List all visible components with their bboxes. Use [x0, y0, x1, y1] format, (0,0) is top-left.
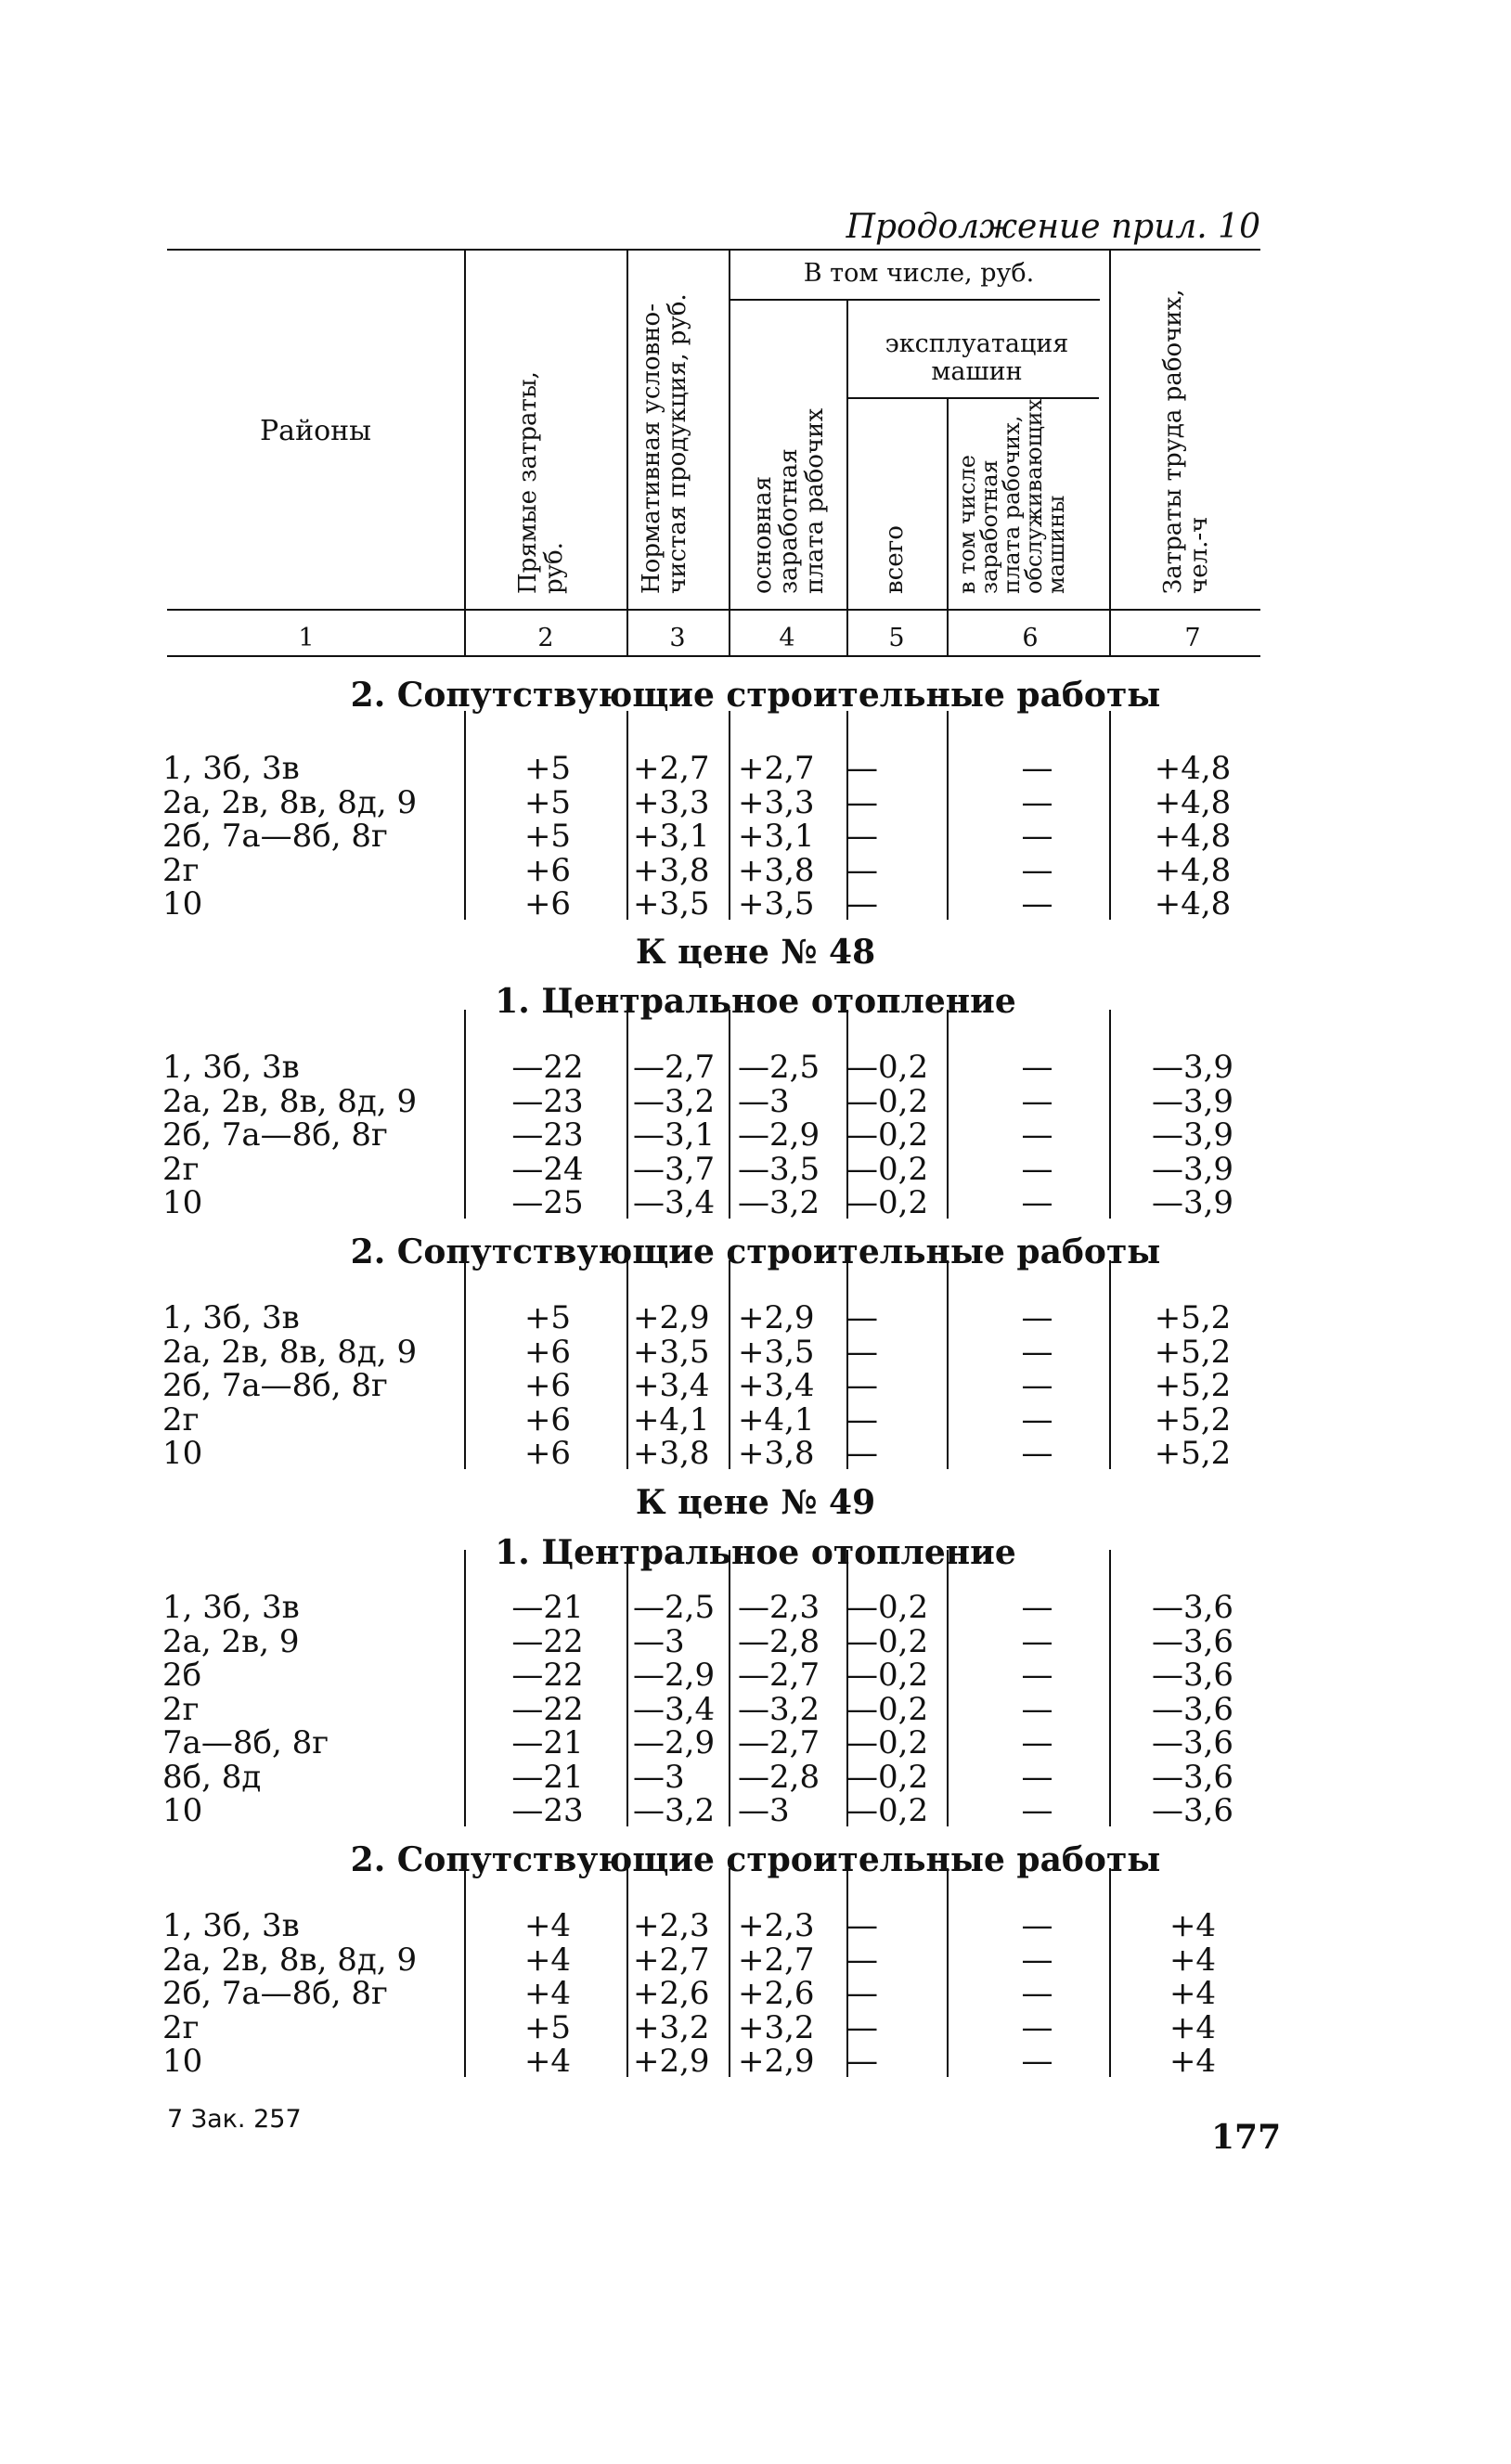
header-col5: всего: [881, 525, 909, 594]
header-vline-3: [729, 251, 730, 655]
value-cell: —: [1021, 2008, 1053, 2046]
value-cell: —3,2: [633, 1082, 716, 1120]
value-cell: —: [1021, 1435, 1053, 1472]
value-cell: —21: [511, 1758, 584, 1796]
header-bottom-rule: [167, 609, 1260, 611]
value-cell: —3: [633, 1622, 685, 1660]
value-cell: —: [1021, 1184, 1053, 1221]
header-col3: Нормативная условно-чистая продукция, руб.: [638, 293, 691, 594]
value-cell: +3,1: [738, 818, 815, 855]
region-cell: 2г: [162, 1400, 200, 1438]
value-cell: —3,9: [1151, 1184, 1234, 1221]
value-cell: —: [1021, 1792, 1053, 1829]
value-cell: —0,2: [846, 1049, 929, 1086]
table-row: [0, 2043, 1511, 2080]
region-cell: 2а, 2в, 9: [162, 1622, 300, 1660]
value-cell: +4: [1169, 1941, 1217, 1979]
value-cell: —23: [511, 1082, 584, 1120]
value-cell: +3,4: [633, 1367, 710, 1404]
table-row: [0, 818, 1511, 855]
section-title: 1. Центральное отопление: [495, 982, 1016, 1021]
region-cell: 1, 3б, 3в: [162, 750, 300, 787]
value-cell: +4: [1169, 2008, 1217, 2046]
value-cell: +4,1: [633, 1400, 710, 1438]
table-row: [0, 1941, 1511, 1979]
value-cell: —: [1021, 885, 1053, 922]
value-cell: +4: [1169, 1907, 1217, 1944]
value-cell: —3,9: [1151, 1116, 1234, 1154]
value-cell: +4: [1169, 1975, 1217, 2012]
value-cell: —25: [511, 1184, 584, 1221]
value-cell: —: [846, 851, 878, 889]
value-cell: —0,2: [846, 1758, 929, 1796]
value-cell: —0,2: [846, 1792, 929, 1829]
value-cell: —3,6: [1151, 1792, 1234, 1829]
value-cell: —3,9: [1151, 1049, 1234, 1086]
value-cell: —2,5: [633, 1589, 716, 1626]
value-cell: +2,9: [738, 2043, 815, 2080]
section-title: 2. Сопутствующие строительные работы: [350, 1840, 1161, 1879]
region-cell: 2г: [162, 851, 200, 889]
value-cell: —3,6: [1151, 1758, 1234, 1796]
value-cell: +2,7: [738, 1941, 815, 1979]
value-cell: —2,7: [738, 1657, 820, 1694]
header-vline-1: [464, 251, 466, 655]
value-cell: —3,9: [1151, 1150, 1234, 1188]
value-cell: +4,1: [738, 1400, 815, 1438]
value-cell: —3: [633, 1758, 685, 1796]
value-cell: +3,3: [738, 783, 815, 821]
value-cell: —22: [511, 1690, 584, 1728]
value-cell: +2,7: [633, 750, 710, 787]
value-cell: —3,5: [738, 1150, 820, 1188]
value-cell: —: [846, 750, 878, 787]
table-row: [0, 1724, 1511, 1761]
region-cell: 2г: [162, 2008, 200, 2046]
value-cell: —: [846, 1367, 878, 1404]
value-cell: +2,7: [633, 1941, 710, 1979]
value-cell: —3,4: [633, 1184, 716, 1221]
value-cell: —: [846, 1299, 878, 1336]
value-cell: —: [1021, 2043, 1053, 2080]
value-cell: —0,2: [846, 1589, 929, 1626]
value-cell: —: [846, 2008, 878, 2046]
value-cell: +2,3: [633, 1907, 710, 1944]
header-col4: основная заработная плата рабочих: [749, 407, 829, 594]
table-row: [0, 1049, 1511, 1086]
value-cell: —: [1021, 851, 1053, 889]
value-cell: —22: [511, 1622, 584, 1660]
value-cell: —3,7: [633, 1150, 716, 1188]
footer-order-number: 7 Зак. 257: [167, 2105, 302, 2134]
value-cell: +2,6: [633, 1975, 710, 2012]
value-cell: —: [846, 1975, 878, 2012]
colnum-4: 4: [779, 624, 795, 652]
region-cell: 2б, 7а—8б, 8г: [162, 1367, 388, 1404]
value-cell: —2,9: [633, 1657, 716, 1694]
value-cell: —: [1021, 783, 1053, 821]
continuation-note: Продолжение прил. 10: [846, 208, 1260, 246]
region-cell: 7а—8б, 8г: [162, 1724, 329, 1761]
value-cell: +3,2: [738, 2008, 815, 2046]
value-cell: —24: [511, 1150, 584, 1188]
value-cell: —0,2: [846, 1724, 929, 1761]
header-vline-4: [846, 301, 848, 655]
value-cell: —3,6: [1151, 1622, 1234, 1660]
value-cell: —: [1021, 1975, 1053, 2012]
value-cell: +2,9: [633, 1299, 710, 1336]
colnum-5: 5: [888, 624, 905, 652]
value-cell: +3,1: [633, 818, 710, 855]
header-top-rule: [167, 249, 1260, 251]
value-cell: +5: [523, 783, 572, 821]
number-row-rule: [167, 655, 1260, 657]
value-cell: —: [1021, 1049, 1053, 1086]
value-cell: —: [1021, 1758, 1053, 1796]
value-cell: +5: [523, 750, 572, 787]
value-cell: —: [1021, 1657, 1053, 1694]
value-cell: —: [846, 1941, 878, 1979]
price-heading: К цене № 49: [635, 1483, 876, 1522]
value-cell: —: [846, 818, 878, 855]
header-col2: Прямые затраты, руб.: [514, 371, 568, 594]
value-cell: +4,8: [1154, 818, 1232, 855]
value-cell: —3: [738, 1792, 790, 1829]
value-cell: —3,6: [1151, 1589, 1234, 1626]
value-cell: —: [1021, 1150, 1053, 1188]
value-cell: +5,2: [1154, 1435, 1232, 1472]
value-cell: —: [1021, 1690, 1053, 1728]
region-cell: 10: [162, 1435, 203, 1472]
value-cell: +3,8: [738, 1435, 815, 1472]
value-cell: —3,1: [633, 1116, 716, 1154]
value-cell: —0,2: [846, 1690, 929, 1728]
value-cell: —2,9: [633, 1724, 716, 1761]
region-cell: 1, 3б, 3в: [162, 1589, 300, 1626]
group-rule: [729, 299, 1100, 301]
header-col7: Затраты труда рабочих, чел.-ч: [1159, 289, 1213, 594]
value-cell: —0,2: [846, 1150, 929, 1188]
value-cell: —21: [511, 1724, 584, 1761]
table-row: [0, 1792, 1511, 1829]
value-cell: +4,8: [1154, 783, 1232, 821]
value-cell: +6: [523, 1333, 572, 1371]
value-cell: +2,6: [738, 1975, 815, 2012]
colnum-3: 3: [669, 624, 686, 652]
section-title: 2. Сопутствующие строительные работы: [350, 676, 1161, 715]
table-row: [0, 1367, 1511, 1404]
table-row: [0, 750, 1511, 787]
region-cell: 2б: [162, 1657, 202, 1694]
value-cell: +2,9: [738, 1299, 815, 1336]
value-cell: +5: [523, 1299, 572, 1336]
header-group: В том числе, руб.: [803, 259, 1035, 288]
value-cell: —0,2: [846, 1184, 929, 1221]
value-cell: +5: [523, 2008, 572, 2046]
value-cell: —3,6: [1151, 1690, 1234, 1728]
value-cell: —3,2: [633, 1792, 716, 1829]
value-cell: —2,9: [738, 1116, 820, 1154]
value-cell: —: [1021, 1367, 1053, 1404]
colnum-2: 2: [537, 624, 554, 652]
value-cell: —: [1021, 1907, 1053, 1944]
value-cell: +3,2: [633, 2008, 710, 2046]
value-cell: +4: [523, 1975, 572, 2012]
value-cell: —: [1021, 1622, 1053, 1660]
value-cell: +3,5: [633, 1333, 710, 1371]
table-row: [0, 1116, 1511, 1154]
value-cell: +3,8: [633, 1435, 710, 1472]
value-cell: +6: [523, 1400, 572, 1438]
value-cell: —: [1021, 750, 1053, 787]
region-cell: 10: [162, 1184, 203, 1221]
colnum-7: 7: [1184, 624, 1201, 652]
value-cell: —: [1021, 1116, 1053, 1154]
table-row: [0, 1184, 1511, 1221]
value-cell: —2,5: [738, 1049, 820, 1086]
value-cell: —: [1021, 1299, 1053, 1336]
header-vline-2: [626, 251, 628, 655]
value-cell: —2,8: [738, 1758, 820, 1796]
value-cell: —3,2: [738, 1690, 820, 1728]
region-cell: 10: [162, 1792, 203, 1829]
colnum-1: 1: [298, 624, 315, 652]
value-cell: —0,2: [846, 1622, 929, 1660]
region-cell: 1, 3б, 3в: [162, 1299, 300, 1336]
value-cell: —: [846, 2043, 878, 2080]
value-cell: +5,2: [1154, 1299, 1232, 1336]
header-group2: эксплуатация машин: [885, 329, 1069, 386]
region-cell: 2б, 7а—8б, 8г: [162, 1975, 388, 2012]
value-cell: —22: [511, 1049, 584, 1086]
region-cell: 2г: [162, 1690, 200, 1728]
table-row: [0, 1435, 1511, 1472]
table-row: [0, 2008, 1511, 2046]
value-cell: +3,5: [738, 1333, 815, 1371]
region-cell: 2а, 2в, 8в, 8д, 9: [162, 1941, 418, 1979]
value-cell: —: [1021, 1724, 1053, 1761]
value-cell: —3: [738, 1082, 790, 1120]
table-row: [0, 1082, 1511, 1120]
region-cell: 1, 3б, 3в: [162, 1907, 300, 1944]
value-cell: +4: [523, 1907, 572, 1944]
value-cell: +2,9: [633, 2043, 710, 2080]
value-cell: +2,7: [738, 750, 815, 787]
table-row: [0, 885, 1511, 922]
value-cell: —: [846, 783, 878, 821]
region-cell: 10: [162, 885, 203, 922]
value-cell: +4,8: [1154, 851, 1232, 889]
value-cell: —2,8: [738, 1622, 820, 1660]
value-cell: +3,3: [633, 783, 710, 821]
value-cell: —3,2: [738, 1184, 820, 1221]
region-cell: 2г: [162, 1150, 200, 1188]
value-cell: +3,5: [738, 885, 815, 922]
value-cell: —21: [511, 1589, 584, 1626]
value-cell: —3,6: [1151, 1724, 1234, 1761]
table-row: [0, 1333, 1511, 1371]
region-cell: 2а, 2в, 8в, 8д, 9: [162, 1333, 418, 1371]
value-cell: —: [1021, 1333, 1053, 1371]
value-cell: +6: [523, 1435, 572, 1472]
table-row: [0, 1622, 1511, 1660]
value-cell: —23: [511, 1116, 584, 1154]
table-row: [0, 1690, 1511, 1728]
value-cell: +5,2: [1154, 1333, 1232, 1371]
table-row: [0, 1907, 1511, 1944]
value-cell: —3,4: [633, 1690, 716, 1728]
table-row: [0, 1400, 1511, 1438]
value-cell: —: [846, 885, 878, 922]
header-col6: в том числе заработная плата рабочих, обслуживающих машины: [954, 398, 1069, 594]
region-cell: 2а, 2в, 8в, 8д, 9: [162, 783, 418, 821]
table-row: [0, 1975, 1511, 2012]
header-vline-6: [1109, 251, 1111, 655]
table-row: [0, 1657, 1511, 1694]
page-number: 177: [1211, 2118, 1282, 2157]
table-row: [0, 783, 1511, 821]
value-cell: —0,2: [846, 1082, 929, 1120]
region-cell: 2б, 7а—8б, 8г: [162, 1116, 388, 1154]
header-col1: Районы: [260, 415, 371, 447]
value-cell: +3,8: [633, 851, 710, 889]
value-cell: —: [846, 1907, 878, 1944]
value-cell: —: [846, 1435, 878, 1472]
region-cell: 1, 3б, 3в: [162, 1049, 300, 1086]
value-cell: +4: [523, 2043, 572, 2080]
value-cell: —: [846, 1333, 878, 1371]
value-cell: +5,2: [1154, 1367, 1232, 1404]
region-cell: 2а, 2в, 8в, 8д, 9: [162, 1082, 418, 1120]
value-cell: —: [1021, 1941, 1053, 1979]
header-vline-5: [947, 399, 949, 655]
value-cell: +2,3: [738, 1907, 815, 1944]
value-cell: —3,9: [1151, 1082, 1234, 1120]
value-cell: +3,8: [738, 851, 815, 889]
region-cell: 8б, 8д: [162, 1758, 262, 1796]
value-cell: +3,4: [738, 1367, 815, 1404]
value-cell: +6: [523, 885, 572, 922]
value-cell: —2,3: [738, 1589, 820, 1626]
price-heading: К цене № 48: [635, 933, 876, 972]
value-cell: +6: [523, 851, 572, 889]
value-cell: —0,2: [846, 1116, 929, 1154]
table-row: [0, 1299, 1511, 1336]
value-cell: +4,8: [1154, 885, 1232, 922]
value-cell: —2,7: [633, 1049, 716, 1086]
value-cell: +5,2: [1154, 1400, 1232, 1438]
value-cell: —: [1021, 818, 1053, 855]
colnum-6: 6: [1022, 624, 1039, 652]
value-cell: —22: [511, 1657, 584, 1694]
value-cell: +3,5: [633, 885, 710, 922]
value-cell: —23: [511, 1792, 584, 1829]
value-cell: —: [846, 1400, 878, 1438]
table-row: [0, 1150, 1511, 1188]
value-cell: —: [1021, 1400, 1053, 1438]
value-cell: —3,6: [1151, 1657, 1234, 1694]
table-row: [0, 851, 1511, 889]
table-row: [0, 1758, 1511, 1796]
value-cell: —: [1021, 1082, 1053, 1120]
table-row: [0, 1589, 1511, 1626]
value-cell: +5: [523, 818, 572, 855]
value-cell: —0,2: [846, 1657, 929, 1694]
value-cell: +4,8: [1154, 750, 1232, 787]
section-title: 2. Сопутствующие строительные работы: [350, 1232, 1161, 1271]
region-cell: 2б, 7а—8б, 8г: [162, 818, 388, 855]
value-cell: —2,7: [738, 1724, 820, 1761]
group2-rule: [846, 397, 1099, 399]
value-cell: —: [1021, 1589, 1053, 1626]
value-cell: +4: [523, 1941, 572, 1979]
value-cell: +6: [523, 1367, 572, 1404]
value-cell: +4: [1169, 2043, 1217, 2080]
section-title: 1. Центральное отопление: [495, 1533, 1016, 1572]
region-cell: 10: [162, 2043, 203, 2080]
